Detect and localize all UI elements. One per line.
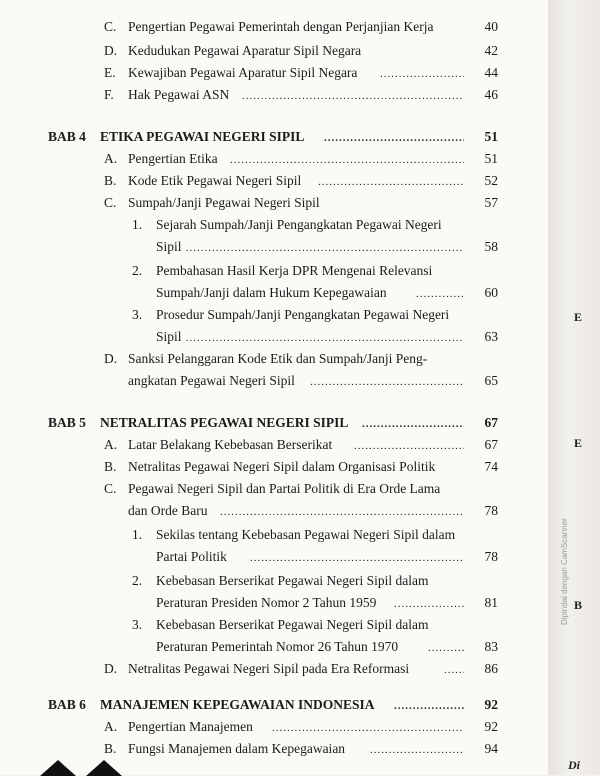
toc-entry-line2: Sumpah/Janji dalam Hukum Kepegawaian ..... 60 [0,282,548,304]
toc-entry: A. Pengertian Etika ..... 51 [0,148,548,170]
toc-chapter: BAB 4 ETIKA PEGAWAI NEGERI SIPIL ..... 51 [0,126,548,148]
toc-entry: A. Latar Belakang Kebebasan Berserikat ..... 67 [0,434,548,456]
decorative-triangle [86,760,122,776]
margin-letter: E [574,310,583,324]
toc-entry: F. Hak Pegawai ASN ..... 46 [0,84,548,106]
toc-entry: B. Kode Etik Pegawai Negeri Sipil ..... 52 [0,170,548,192]
toc-entry-line1: 3. Prosedur Sumpah/Janji Pengangkatan Pegawai Negeri [132,307,450,322]
toc-entry-line1: 2. Pembahasan Hasil Kerja DPR Mengenai Relevansi [132,263,433,278]
toc-entry: C. Sumpah/Janji Pegawai Negeri Sipil 57 [104,195,498,210]
toc-entry-line2: dan Orde Baru ..... 78 [0,500,548,522]
toc-entry: B. Netralitas Pegawai Negeri Sipil dalam Organisasi Politik 74 [104,459,498,474]
toc-chapter: BAB 5 NETRALITAS PEGAWAI NEGERI SIPIL ..... 67 [0,412,548,434]
toc-entry: C. Pengertian Pegawai Pemerintah dengan Perjanjian Kerja 40 [104,19,498,34]
toc-entry-line2: angkatan Pegawai Negeri Sipil ..... 65 [0,370,548,392]
margin-letter: B [574,598,583,612]
toc-entry: E. Kewajiban Pegawai Aparatur Sipil Negara ..... 44 [0,62,548,84]
decorative-triangle [40,760,76,776]
toc-chapter: BAB 6 MANAJEMEN KEPEGAWAIAN INDONESIA ..... 92 [0,694,548,716]
toc-entry-line1: 1. Sejarah Sumpah/Janji Pengangkatan Pegawai Negeri [132,217,442,232]
toc-entry-line1: C. Pegawai Negeri Sipil dan Partai Politik di Era Orde Lama [104,481,441,496]
toc-entry-line1: 2. Kebebasan Berserikat Pegawai Negeri Sipil dalam [132,573,429,588]
toc-entry-line1: 1. Sekilas tentang Kebebasan Pegawai Negeri Sipil dalam [132,527,456,542]
toc-entry: A. Pengertian Manajemen ..... 92 [0,716,548,738]
toc-entry-line1: 3. Kebebasan Berserikat Pegawai Negeri Sipil dalam [132,617,429,632]
toc-entry-line2: Partai Politik ..... 78 [0,546,548,568]
toc-entry: D. Kedudukan Pegawai Aparatur Sipil Negara 42 [104,43,498,58]
toc-entry-line1: D. Sanksi Pelanggaran Kode Etik dan Sumpah/Janji Peng- [104,351,428,366]
toc-entry: B. Fungsi Manajemen dalam Kepegawaian ..... 94 [0,738,548,760]
margin-corner-text: Di [568,758,580,772]
toc-entry-line2: Peraturan Pemerintah Nomor 26 Tahun 1970 ..... 83 [0,636,548,658]
toc-entry-line2: Peraturan Presiden Nomor 2 Tahun 1959 ..... 81 [0,592,548,614]
margin-letter: E [574,436,583,450]
adjacent-page-edge [548,0,600,775]
scanner-watermark: Dipindai dengan CamScanner [560,518,569,625]
toc-entry: D. Netralitas Pegawai Negeri Sipil pada Era Reformasi ..... 86 [0,658,548,680]
toc-entry-line2: Sipil ..... 63 [0,326,548,348]
toc-entry-line2: Sipil ..... 58 [0,236,548,258]
